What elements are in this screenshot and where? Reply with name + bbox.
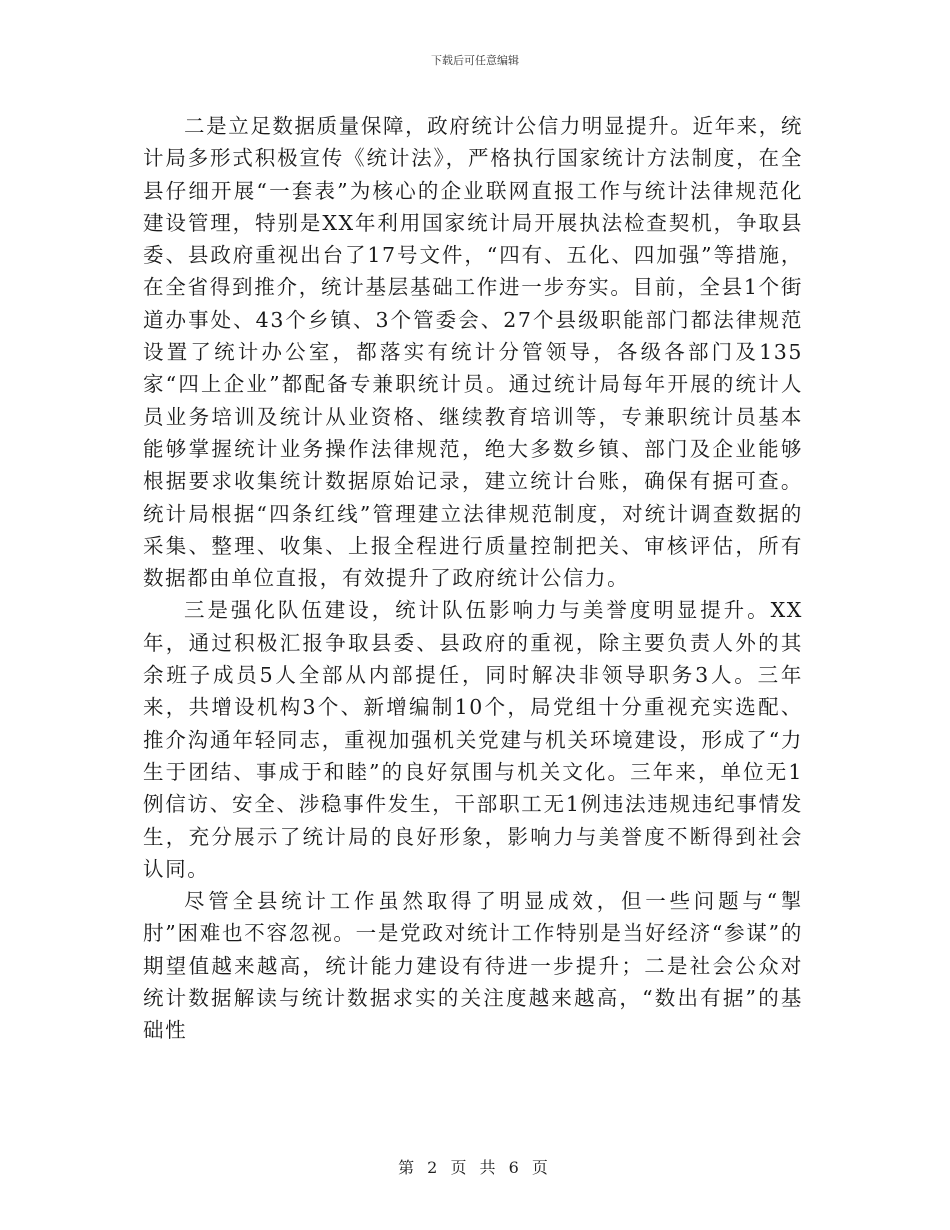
paragraph-team-building: 三是强化队伍建设，统计队伍影响力与美誉度明显提升。XX年，通过积极汇报争取县委、县政府的重视，除主要负责人外的其余班子成员5人全部从内部提任，同时解决非领导职务3人。三年来，共增设机构3个、新增编制10个，局党组十分重视充实选配、推介沟通年轻同志，重视加强机关党建与机关环境建设，形成了“力生于团结、事成于和睦”的良好氛围与机关文化。三年来，单位无1例信访、安全、涉稳事件发生，干部职工无1例违法违规违纪事情发生，充分展示了统计局的良好形象，影响力与美誉度不断得到社会认同。 xyxy=(143,598,803,881)
paragraph-problems: 尽管全县统计工作虽然取得了明显成效，但一些问题与“掣肘”困难也不容忽视。一是党政对统计工作特别是当好经济“参谋”的期望值越来越高，统计能力建设有待进一步提升；二是社会公众对统计数据解读与统计数据求实的关注度越来越高，“数出有据”的基础性 xyxy=(143,889,803,1043)
page-number: 第 2 页 共 6 页 xyxy=(398,1158,552,1177)
paragraph-data-quality: 二是立足数据质量保障，政府统计公信力明显提升。近年来，统计局多形式积极宣传《统计法》，严格执行国家统计方法制度，在全县仔细开展“一套表”为核心的企业联网直报工作与统计法律规范化建设管理，特别是XX年利用国家统计局开展执法检查契机，争取县委、县政府重视出台了17号文件，“四有、五化、四加强”等措施，在全省得到推介，统计基层基础工作进一步夯实。目前，全县1个街道办事处、43个乡镇、3个管委会、27个县级职能部门都法律规范设置了统计办公室，都落实有统计分管领导，各级各部门及135家“四上企业”都配备专兼职统计员。通过统计局每年开展的统计人员业务培训及统计从业资格、继续教育培训等，专兼职统计员基本能够掌握统计业务操作法律规范，绝大多数乡镇、部门及企业能够根据要求收集统计数据原始记录，建立统计台账，确保有据可查。统计局根据“四条红线”管理建立法律规范制度，对统计调查数据的采集、整理、收集、上报全程进行质量控制把关、审核评估，所有数据都由单位直报，有效提升了政府统计公信力。 xyxy=(143,114,803,591)
document-body xyxy=(143,110,803,1047)
page-header: 下载后可任意编辑 xyxy=(431,54,519,67)
